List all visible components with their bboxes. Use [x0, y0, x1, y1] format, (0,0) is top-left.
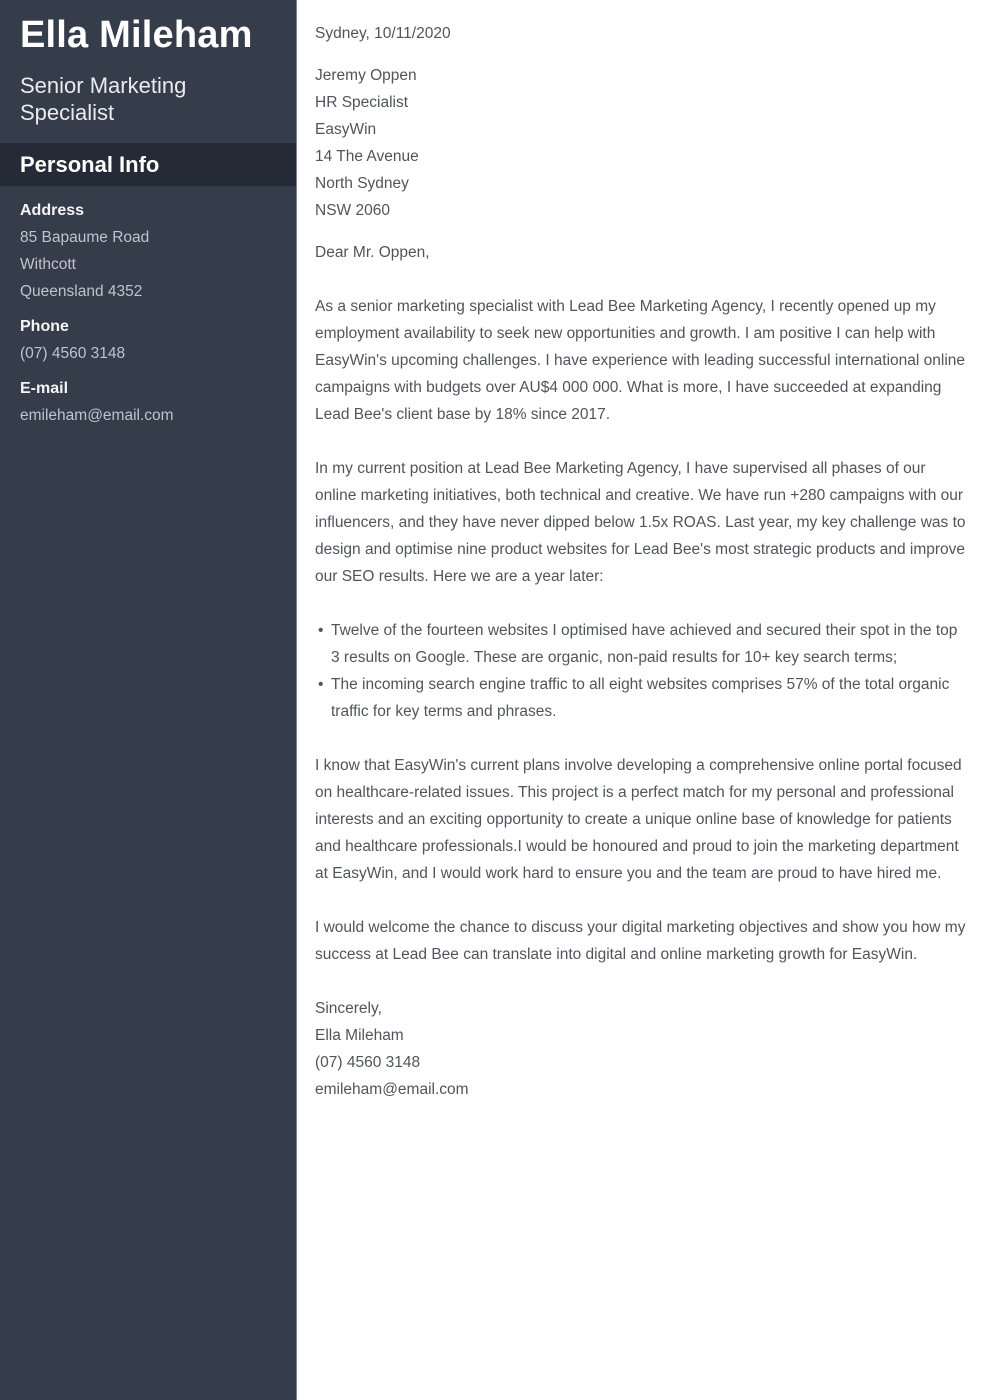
- email-value: emileham@email.com: [20, 407, 174, 424]
- email-label: E-mail: [20, 380, 69, 397]
- letter-body: [297, 0, 990, 1400]
- salutation: Dear Mr. Oppen,: [315, 244, 430, 261]
- contact-fields: [0, 186, 296, 429]
- achievement-item: • Twelve of the fourteen websites I optimised have achieved and secured their spot in the top 3 results on Google. These are organic, non-paid results for 10+ key search terms;: [315, 617, 970, 671]
- address-line: 85 Bapaume Road: [20, 229, 150, 246]
- recipient-postcode: NSW 2060: [315, 202, 390, 219]
- paragraph-current-position: In my current position at Lead Bee Marketing Agency, I have supervised all phases of our online marketing initiatives, both technical and creative. We have run +280 campaigns with our influencers, and they have never dipped below 1.5x ROAS. Last year, my key challenge was to design and optimise nine product websites for Lead Bee's most strategic products and improve our SEO results. Here we are a year later:: [315, 460, 966, 585]
- contact-field-address: [20, 197, 276, 305]
- paragraph-call-to-action: I would welcome the chance to discuss your digital marketing objectives and show you how my success at Lead Bee can translate into digital and online marketing growth for EasyWin.: [315, 919, 966, 963]
- signoff-email: emileham@email.com: [315, 1081, 469, 1098]
- recipient-role: HR Specialist: [315, 94, 409, 111]
- paragraph-intro: As a senior marketing specialist with Lead Bee Marketing Agency, I recently opened up my employment availability to seek new opportunities and growth. I am positive I can help with EasyWin's upcoming challenges. I have experience with leading successful international online campaigns with budgets over AU$4 000 000. What is more, I have succeeded at expanding Lead Bee's client base by 18% since 2017.: [315, 298, 966, 423]
- achievements-list: [315, 617, 970, 725]
- applicant-job-title: Senior Marketing Specialist: [20, 73, 187, 125]
- phone-label: Phone: [20, 318, 69, 335]
- personal-info-section-header: [0, 143, 296, 186]
- contact-field-phone: [20, 313, 276, 367]
- recipient-city: North Sydney: [315, 175, 409, 192]
- applicant-name: Ella Mileham: [20, 14, 253, 56]
- recipient-name: Jeremy Oppen: [315, 67, 417, 84]
- sidebar: [0, 0, 297, 1400]
- recipient-street: 14 The Avenue: [315, 148, 419, 165]
- letter-date: Sydney, 10/11/2020: [315, 25, 451, 42]
- sidebar-header: [0, 0, 296, 126]
- achievement-item: • The incoming search engine traffic to all eight websites comprises 57% of the total organic traffic for key terms and phrases.: [315, 671, 970, 725]
- address-line: Withcott: [20, 256, 76, 273]
- personal-info-label: Personal Info: [20, 151, 160, 177]
- signoff-name: Ella Mileham: [315, 1027, 404, 1044]
- contact-field-email: [20, 375, 276, 429]
- paragraph-motivation: I know that EasyWin's current plans involve developing a comprehensive online portal focused on healthcare-related issues. This project is a perfect match for my personal and professional interests and an exciting opportunity to create a unique online base of knowledge for patients and healthcare professionals.I would be honoured and proud to join the marketing department at EasyWin, and I would work hard to ensure you and the team are proud to have hired me.: [315, 757, 962, 882]
- recipient-block: [315, 62, 970, 224]
- address-line: Queensland 4352: [20, 283, 143, 300]
- signoff-phone: (07) 4560 3148: [315, 1054, 421, 1071]
- address-label: Address: [20, 202, 85, 219]
- signoff-closing: Sincerely,: [315, 1000, 382, 1017]
- phone-value: (07) 4560 3148: [20, 345, 126, 362]
- recipient-company: EasyWin: [315, 121, 377, 138]
- signoff-block: [315, 995, 970, 1103]
